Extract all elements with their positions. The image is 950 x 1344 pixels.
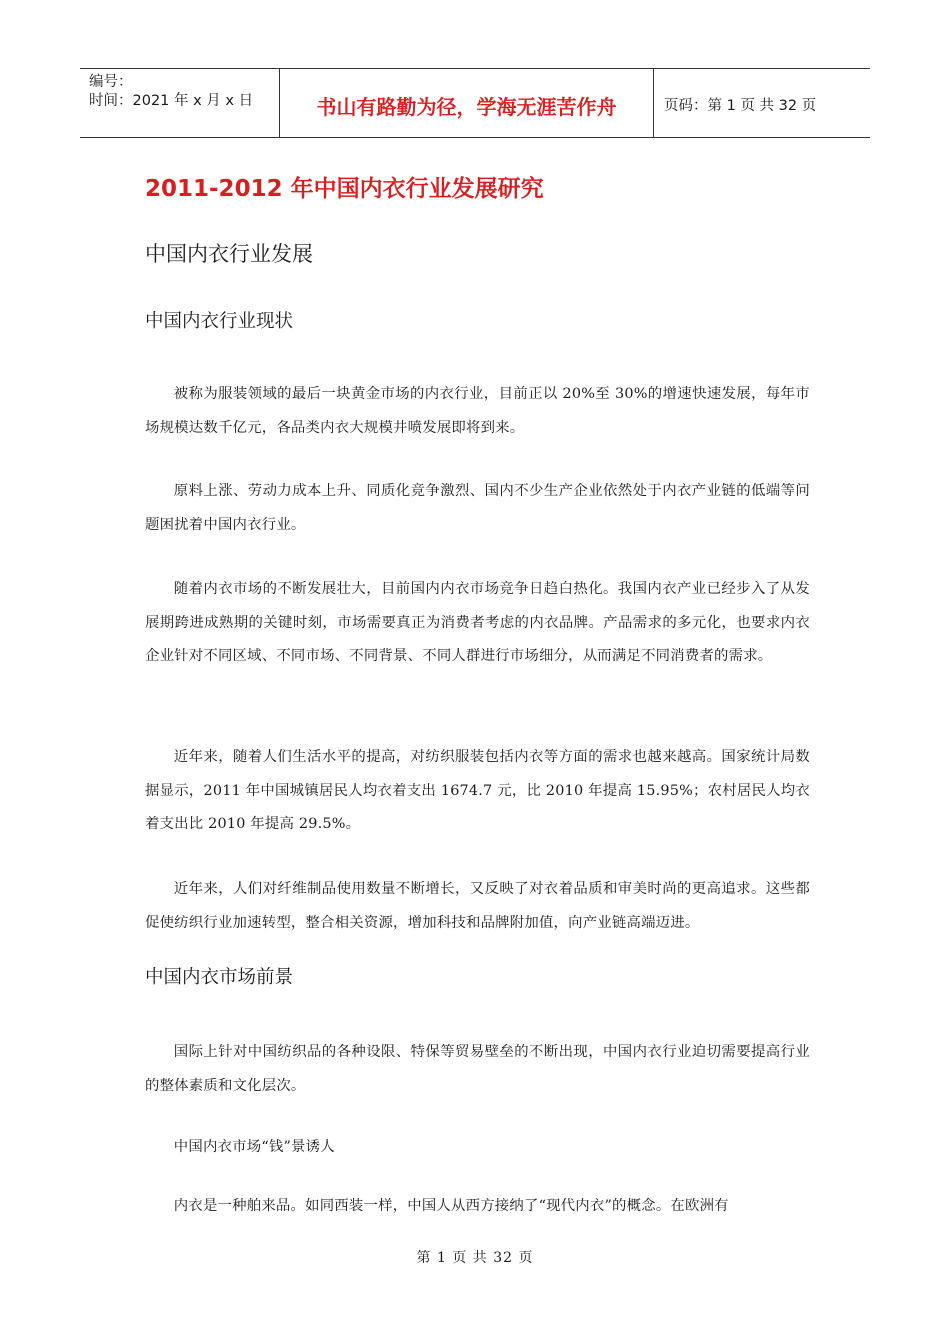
- section-heading-development: 中国内衣行业发展: [145, 242, 313, 266]
- paragraph-8: 内衣是一种舶来品。如同西装一样，中国人从西方接纳了“现代内衣”的概念。在欧洲有: [173, 1198, 729, 1214]
- paragraph-3: 随着内衣市场的不断发展壮大，目前国内内衣市场竞争日趋白热化。我国内衣产业已经步入了从发展期跨进成熟期的关键时刻，市场需要真正为消费者考虑的内衣品牌。产品需求的多元化，也要求内衣企业针对不同区域、不同市场、不同背景、不同人群进行市场细分，从而满足不同消费者的需求。: [145, 581, 810, 664]
- document-header: [80, 68, 870, 138]
- paragraph-6: 国际上针对中国纺织品的各种设限、特保等贸易壁垒的不断出现，中国内衣行业迫切需要提高行业的整体素质和文化层次。: [145, 1044, 810, 1094]
- header-page-info: 页码：第 1 页 共 32 页: [664, 97, 817, 114]
- paragraph-5: 近年来，人们对纤维制品使用数量不断增长，又反映了对衣着品质和审美时尚的更高追求。这些都促使纺织行业加速转型，整合相关资源，增加科技和品牌附加值，向产业链高端迈进。: [145, 881, 810, 931]
- paragraph-4: 近年来，随着人们生活水平的提高，对纺织服装包括内衣等方面的需求也越来越高。国家统计局数据显示，2011 年中国城镇居民人均衣着支出 1674.7 元，比 2010 年提高 15.95%；农村居民人均衣着支出比 2010 年提高 29.5%。: [145, 749, 810, 832]
- document-number-label: 编号：: [89, 74, 133, 90]
- paragraph-1: 被称为服装领域的最后一块黄金市场的内衣行业，目前正以 20%至 30%的增速快速发展，每年市场规模达数千亿元，各品类内衣大规模井喷发展即将到来。: [145, 386, 810, 436]
- paragraph-2: 原料上涨、劳动力成本上升、同质化竞争激烈、国内不少生产企业依然处于内衣产业链的低端等问题困扰着中国内衣行业。: [145, 483, 810, 533]
- page-footer: 第 1 页 共 32 页: [416, 1250, 534, 1266]
- document-title: 2011-2012 年中国内衣行业发展研究: [145, 176, 544, 202]
- header-meta: [80, 69, 280, 137]
- paragraph-7: 中国内衣市场“钱”景诱人: [173, 1139, 335, 1155]
- document-time-label: 时间：2021 年 x 月 x 日: [89, 93, 254, 109]
- section-heading-status: 中国内衣行业现状: [145, 311, 294, 332]
- section-heading-outlook: 中国内衣市场前景: [145, 967, 294, 988]
- header-motto: 书山有路勤为径，学海无涯苦作舟: [280, 69, 654, 137]
